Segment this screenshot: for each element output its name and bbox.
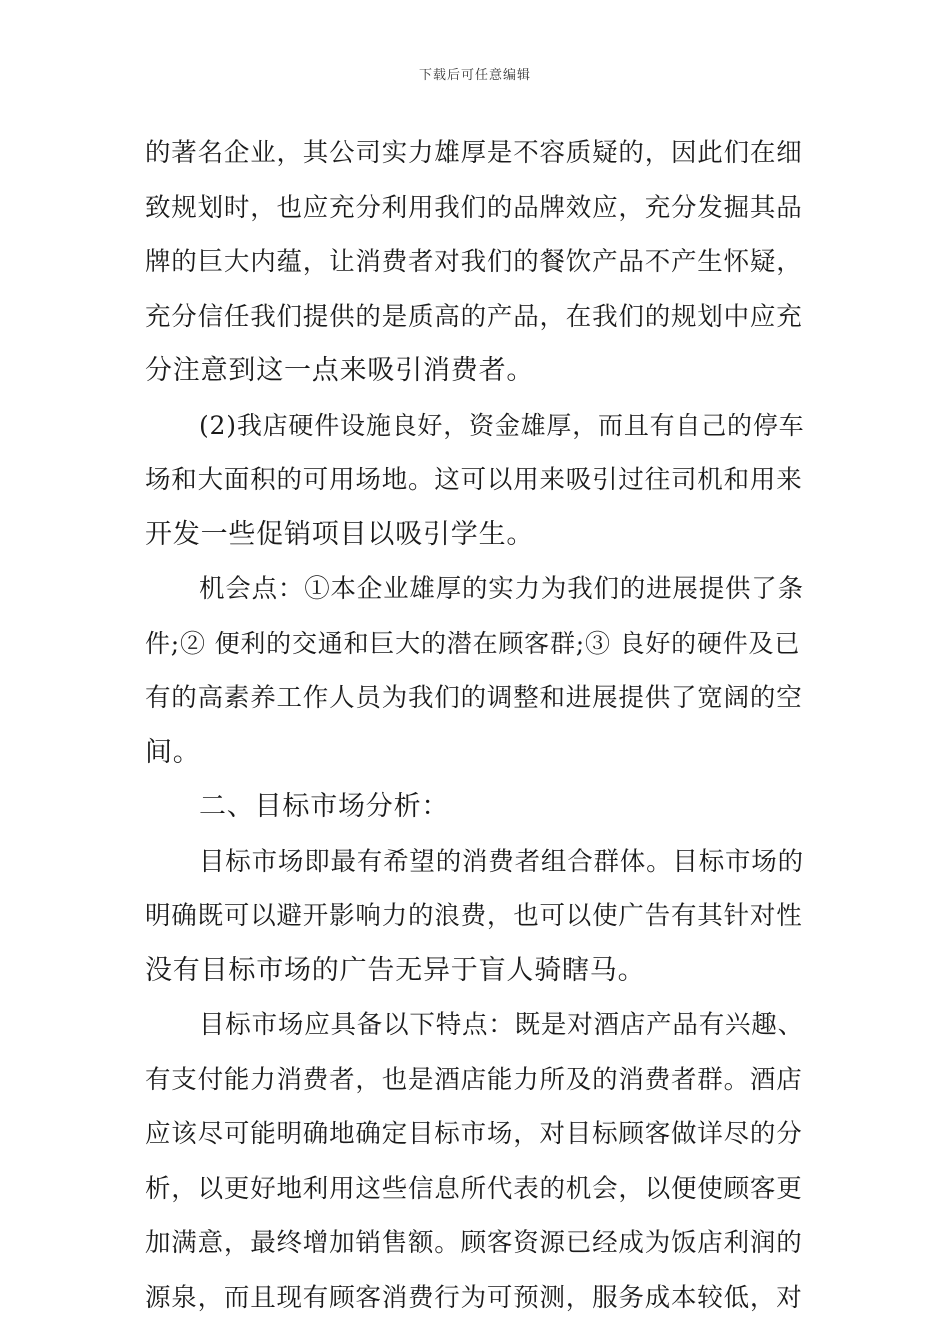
- text-line: 加满意，最终增加销售额。顾客资源已经成为饭店利润的: [145, 1228, 803, 1258]
- text-line: 牌的巨大内蕴，让消费者对我们的餐饮产品不产生怀疑，: [145, 247, 803, 277]
- text-line: 目标市场即最有希望的消费者组合群体。目标市场的: [199, 846, 804, 877]
- page-header: 下载后可任意编辑: [418, 68, 531, 83]
- text-line: (2)我店硬件设施良好，资金雄厚，而且有自己的停车: [199, 410, 805, 440]
- text-line: 充分信任我们提供的是质高的产品，在我们的规划中应充: [145, 301, 803, 332]
- text-line: 源泉，而且现有顾客消费行为可预测，服务成本较低，对: [145, 1282, 803, 1313]
- text-line: 场和大面积的可用场地。这可以用来吸引过往司机和用来: [145, 465, 803, 495]
- text-line: 析，以更好地利用这些信息所代表的机会，以便使顾客更: [145, 1173, 803, 1204]
- body-text: [145, 126, 807, 1325]
- text-line: 有的高素养工作人员为我们的调整和进展提供了宽阔的空: [145, 683, 803, 713]
- text-line: 致规划时，也应充分利用我们的品牌效应，充分发掘其品: [145, 192, 803, 223]
- text-line: 件;② 便利的交通和巨大的潜在顾客群;③ 良好的硬件及已: [145, 628, 801, 658]
- text-line: 的著名企业，其公司实力雄厚是不容质疑的，因此们在细: [145, 138, 803, 168]
- text-line: 间。: [145, 736, 201, 768]
- text-line: 机会点：①本企业雄厚的实力为我们的进展提供了条: [199, 574, 804, 604]
- text-line: 二、目标市场分析：: [199, 791, 450, 822]
- text-line: 明确既可以避开影响力的浪费，也可以使广告有其针对性: [145, 901, 803, 931]
- text-line: 分注意到这一点来吸引消费者。: [145, 355, 535, 386]
- text-line: 有支付能力消费者，也是酒店能力所及的消费者群。酒店: [145, 1064, 803, 1095]
- text-line: 开发一些促销项目以吸引学生。: [145, 518, 535, 550]
- text-line: 目标市场应具备以下特点：既是对酒店产品有兴趣、: [199, 1010, 804, 1040]
- text-line: 没有目标市场的广告无异于盲人骑瞎马。: [145, 954, 646, 986]
- text-line: 应该尽可能明确地确定目标市场，对目标顾客做详尽的分: [145, 1119, 803, 1149]
